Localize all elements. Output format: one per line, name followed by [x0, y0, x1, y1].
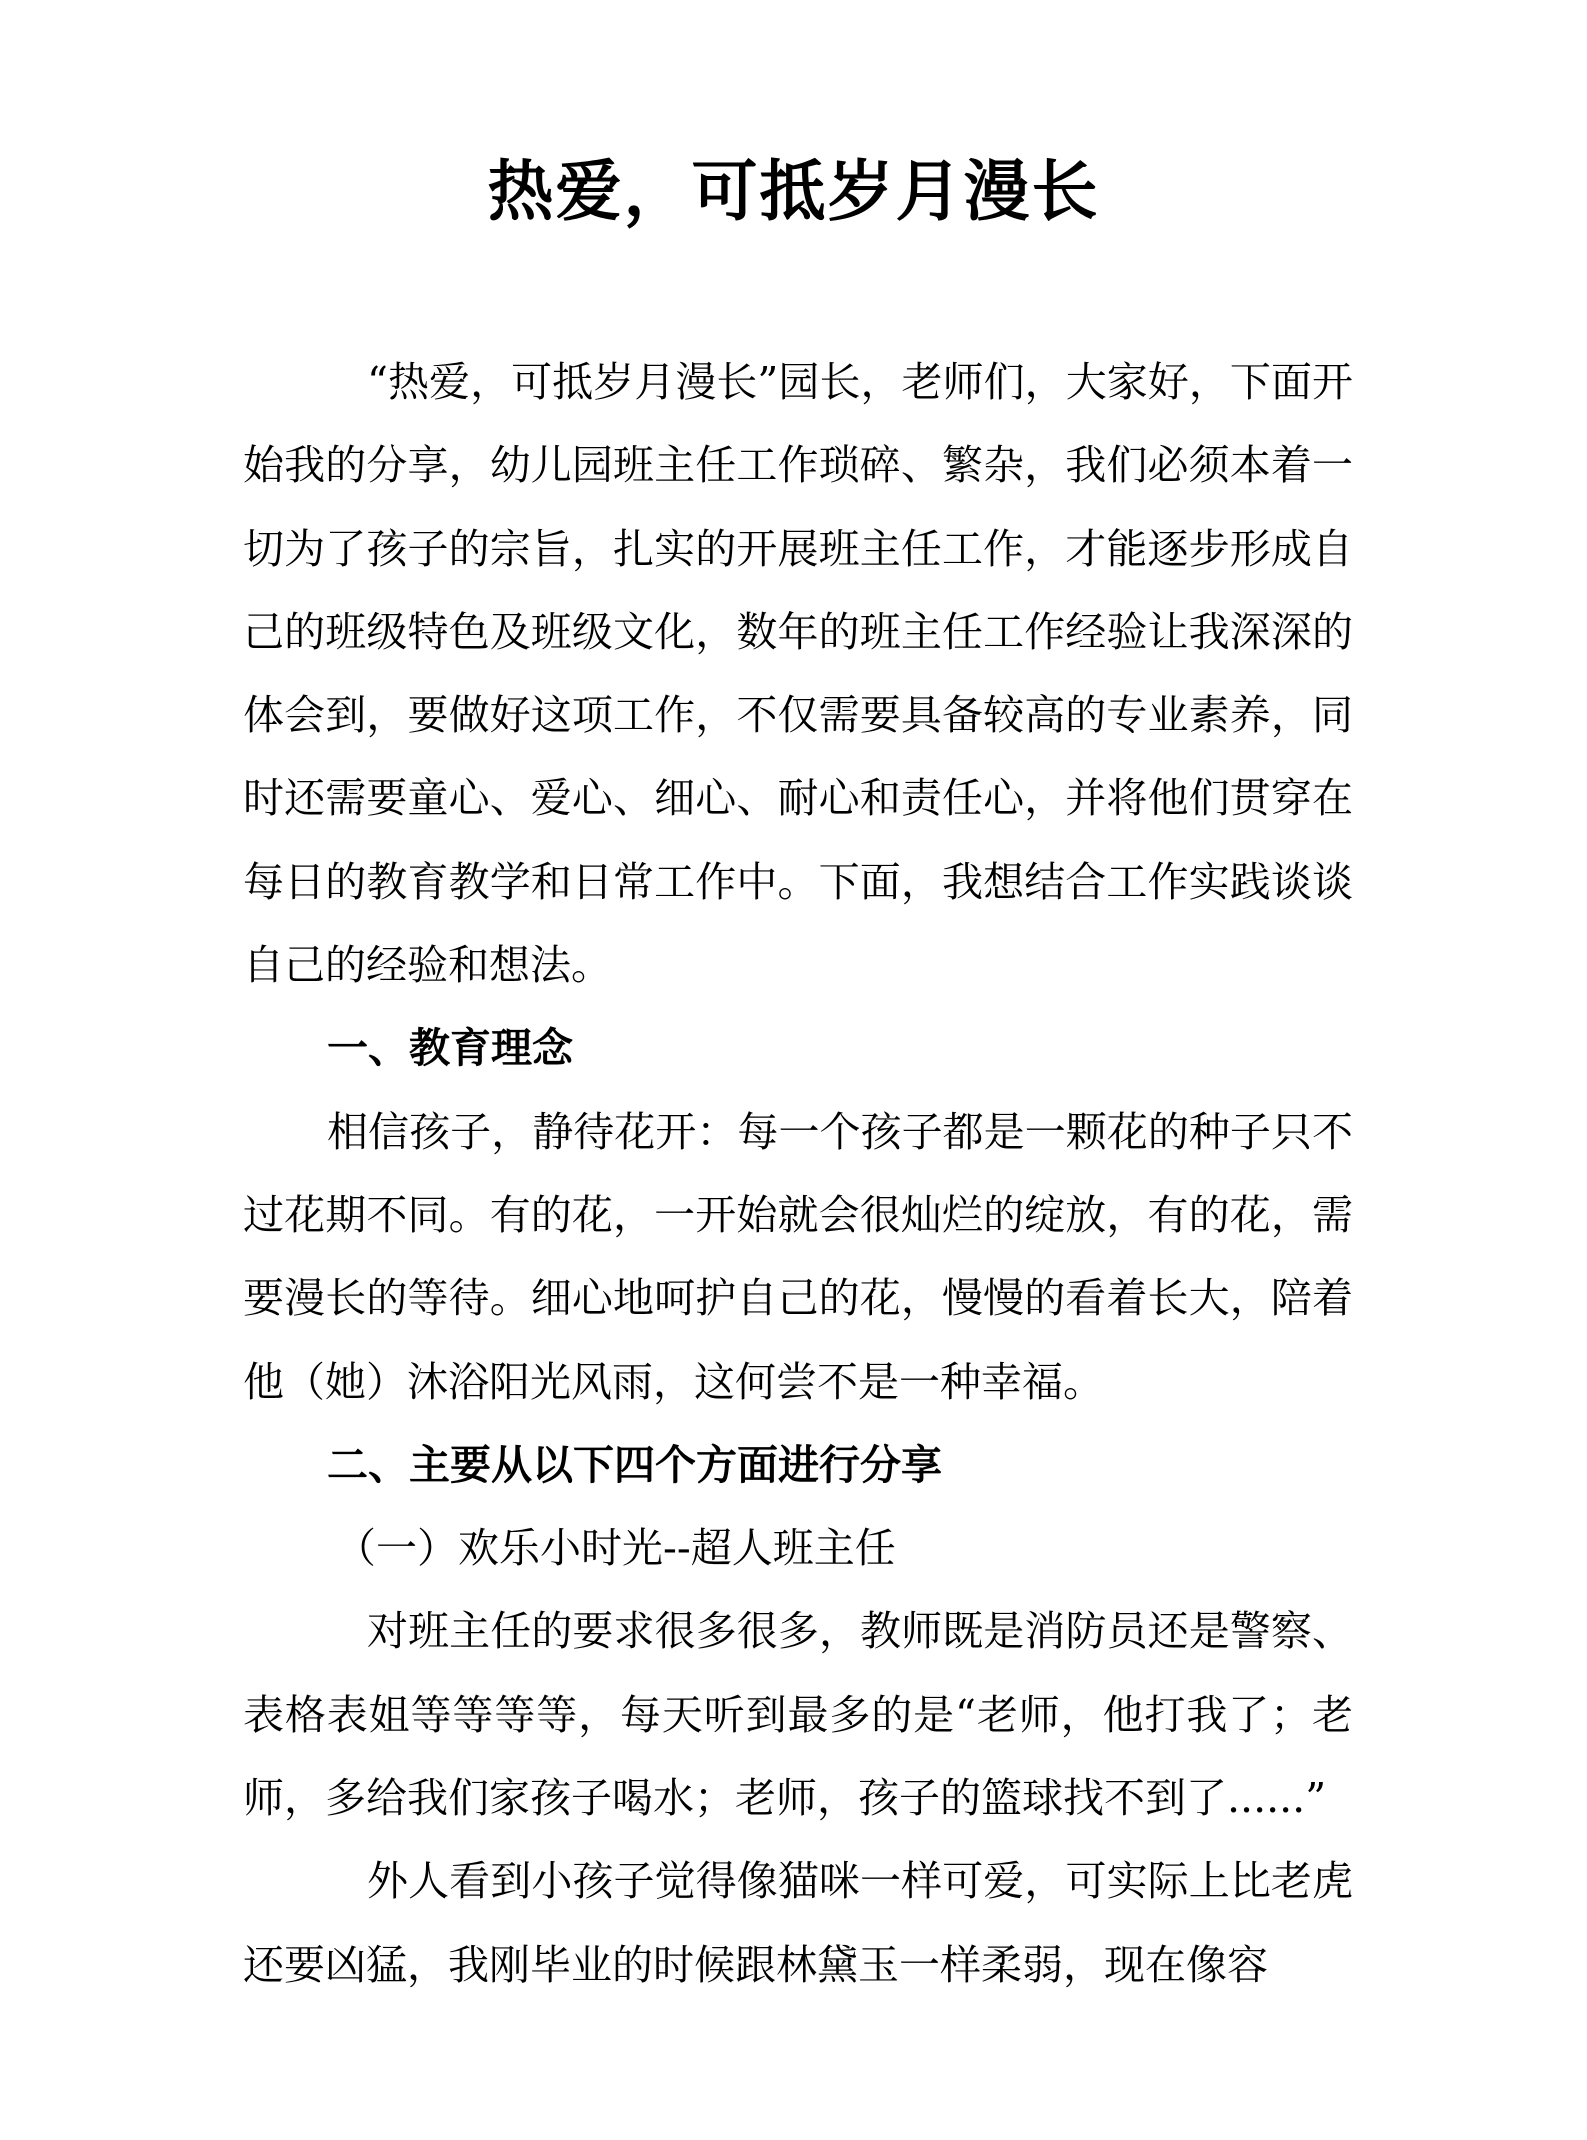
document-title: 热爱，可抵岁月漫长 [487, 152, 1100, 230]
paragraph-intro: “热爱，可抵岁月漫长”园长，老师们，大家好，下面开始我的分享，幼儿园班主任工作琐碎、繁杂，我们必须本着一切为了孩子的宗旨，扎实的开展班主任工作，才能逐步形成自己的班级特色及班级文化，数年的班主任工作经验让我深深的体会到，要做好这项工作，不仅需要具备较高的专业素养，同时还需要童心、爱心、细心、耐心和责任心，并将他们贯穿在每日的教育教学和日常工作中。下面，我想结合工作实践谈谈自己的经验和想法。 [243, 358, 1353, 990]
paragraph-children: 外人看到小孩子觉得像猫咪一样可爱，可实际上比老虎还要凶猛，我刚毕业的时候跟林黛玉一样柔弱，现在像容 [243, 1857, 1353, 1989]
document-body [243, 341, 1353, 2007]
section-heading-2: 二、主要从以下四个方面进行分享 [327, 1440, 942, 1489]
section-heading-1: 一、教育理念 [327, 1024, 573, 1073]
paragraph-philosophy: 相信孩子，静待花开：每一个孩子都是一颗花的种子只不过花期不同。有的花，一开始就会很灿烂的绽放，有的花，需要漫长的等待。细心地呵护自己的花，慢慢的看着长大，陪着他（她）沐浴阳光风雨，这何尝不是一种幸福。 [243, 1107, 1353, 1406]
subsection-heading-1: （一）欢乐小时光--超人班主任 [335, 1524, 896, 1573]
paragraph-teacher-role: 对班主任的要求很多很多，教师既是消防员还是警察、表格表姐等等等等，每天听到最多的是“老师，他打我了；老师，多给我们家孩子喝水；老师，孩子的篮球找不到了......” [243, 1607, 1353, 1823]
